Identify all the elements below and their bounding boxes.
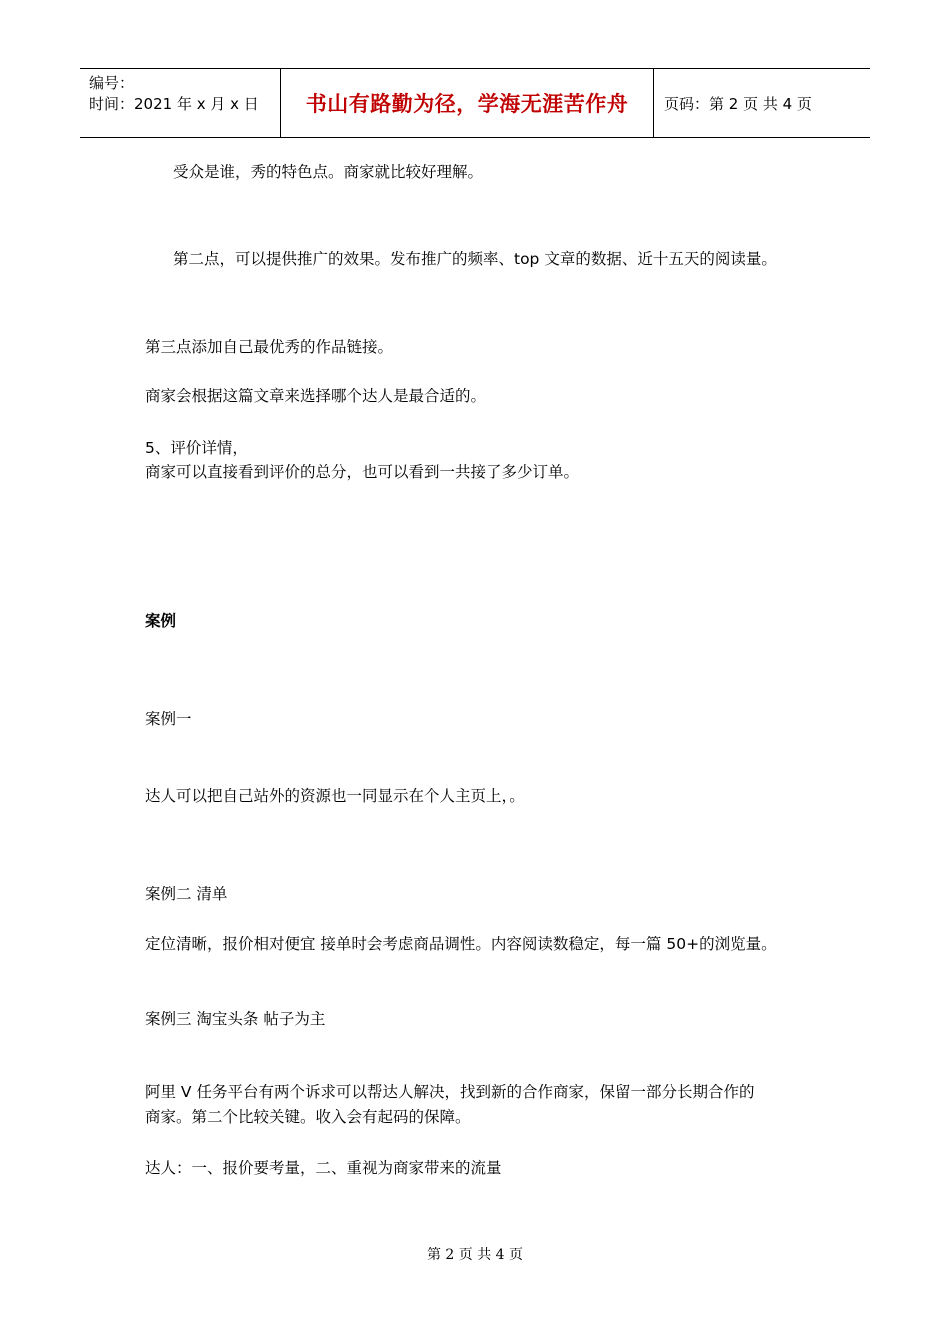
page-footer: 第 2 页 共 4 页 [426, 1247, 524, 1263]
paragraph-point-two: 第二点，可以提供推广的效果。发布推广的频率、top 文章的数据、近十五天的阅读量。 [173, 250, 777, 268]
paragraph-audience: 受众是谁，秀的特色点。商家就比较好理解。 [173, 163, 484, 181]
section-heading: 案例 [145, 612, 177, 630]
date-line: 时间：2021 年 x 月 x 日 [89, 95, 259, 113]
paragraph-merchant-choice: 商家会根据这篇文章来选择哪个达人是最合适的。 [145, 387, 487, 405]
case3-text-line2: 商家。第二个比较关键。收入会有起码的保障。 [145, 1108, 471, 1126]
header-page-info: 页码：第 2 页 共 4 页 [664, 94, 812, 113]
header-motto: 书山有路勤为径，学海无涯苦作舟 [281, 69, 654, 137]
paragraph-review-title: 5、评价详情， [145, 439, 248, 457]
case2-title: 案例二 清单 [145, 885, 228, 903]
case1-title: 案例一 [145, 710, 192, 728]
serial-label: 编号： [89, 74, 135, 92]
header-meta-cell [80, 69, 281, 137]
document-header [80, 68, 870, 138]
paragraph-point-three: 第三点添加自己最优秀的作品链接。 [145, 338, 394, 356]
case2-text: 定位清晰，报价相对便宜 接单时会考虑商品调性。内容阅读数稳定，每一篇 50+的浏览量。 [145, 935, 777, 953]
case3-text-line1: 阿里 V 任务平台有两个诉求可以帮达人解决，找到新的合作商家，保留一部分长期合作的 [145, 1083, 755, 1101]
case1-text: 达人可以把自己站外的资源也一同显示在个人主页上，。 [145, 787, 525, 805]
case3-title: 案例三 淘宝头条 帖子为主 [145, 1010, 326, 1028]
paragraph-review-text: 商家可以直接看到评价的总分，也可以看到一共接了多少订单。 [145, 463, 580, 481]
conclusion-text: 达人：一、报价要考量，二、重视为商家带来的流量 [145, 1159, 502, 1177]
